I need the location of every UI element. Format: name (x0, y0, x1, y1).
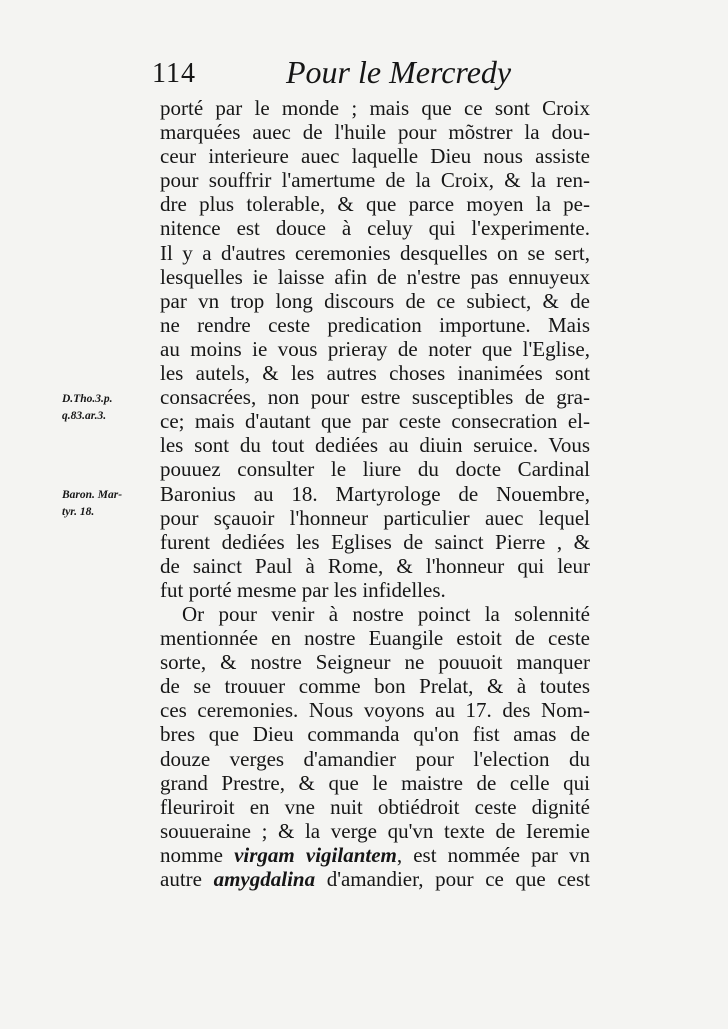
margin-note-baronius (62, 487, 154, 521)
italic-latin-phrase: amygdalina (213, 867, 316, 891)
running-head: Pour le Mercredy (286, 54, 512, 90)
margin-note-line: q.83.ar.3. (62, 410, 107, 422)
text-line: lesquelles ie laisse afin de n'estre pas ennuyeux (160, 264, 590, 289)
text-line: Baronius au 18. Martyrologe de Nouembre, (160, 481, 590, 506)
text-line: marquées auec de l'huile pour mõstrer la dou- (160, 120, 590, 145)
text-line: ces ceremonies. Nous voyons au 17. des Nom- (160, 698, 590, 723)
text-line: fut porté mesme par les infidelles. (160, 577, 446, 602)
text-line (160, 867, 590, 891)
text-line: pouuez consulter le liure du docte Cardinal (160, 457, 590, 482)
text-line: porté par le monde ; mais que ce sont Croix (160, 96, 590, 120)
text-fragment: nomme (160, 842, 235, 867)
text-fragment: , est nommée par vn (396, 842, 591, 867)
text-line (160, 843, 590, 867)
text-line: de sainct Paul à Rome, & l'honneur qui leur (160, 553, 590, 578)
text-line: pour souffrir l'amertume de la Croix, & la ren- (160, 168, 590, 193)
margin-note-line: D.Tho.3.p. (62, 393, 113, 405)
text-fragment: autre (160, 867, 214, 891)
text-line: bres que Dieu commanda qu'on fist amas de (160, 722, 590, 747)
text-line: mentionnée en nostre Euangile estoit de ceste (160, 626, 590, 651)
margin-note-line: Baron. Mar- (62, 489, 123, 501)
text-line: dre plus tolerable, & que parce moyen la pe- (160, 192, 590, 217)
text-line: Or pour venir à nostre poinct la solennité (182, 601, 590, 626)
text-fragment: d'amandier, pour ce que cest (315, 867, 590, 891)
text-line: au moins ie vous prieray de noter que l'Eglise, (160, 336, 590, 361)
text-line: grand Prestre, & que le maistre de celle qui (160, 770, 590, 795)
margin-note-line: tyr. 18. (62, 506, 95, 518)
text-line: ce; mais d'autant que par ceste consecration el- (160, 409, 590, 434)
margin-note-aquinas (62, 391, 154, 425)
page-number: 114 (152, 58, 196, 89)
text-line: douze verges d'amandier pour l'election du (160, 746, 590, 771)
text-line: consacrées, non pour estre susceptibles de gra- (160, 385, 590, 410)
text-line: de se trouuer comme bon Prelat, & à toutes (160, 674, 590, 699)
text-line: fleuriroit en vne nuit obtiédroit ceste dignité (160, 794, 590, 819)
text-line: ceur interieure auec laquelle Dieu nous assiste (160, 144, 590, 169)
text-line: Il y a d'autres ceremonies desquelles on se sert, (160, 240, 590, 265)
text-line: les autels, & les autres choses inanimées sont (160, 361, 590, 386)
body-text (160, 96, 590, 891)
text-line: sorte, & nostre Seigneur ne pouuoit manquer (160, 650, 590, 675)
text-line: souueraine ; & la verge qu'vn texte de Ieremie (160, 818, 590, 843)
text-line: par vn trop long discours de ce subiect, & de (160, 288, 590, 313)
text-line: nitence est douce à celuy qui l'experimente. (160, 216, 590, 241)
text-line: furent dediées les Eglises de sainct Pierre , & (160, 529, 590, 554)
italic-latin-phrase: virgam vigilantem (234, 842, 397, 867)
text-line: ne rendre ceste predication importune. Mais (160, 312, 590, 337)
text-line: les sont du tout dediées au diuin seruice. Vous (160, 433, 590, 458)
text-line: pour sçauoir l'honneur particulier auec lequel (160, 505, 590, 530)
